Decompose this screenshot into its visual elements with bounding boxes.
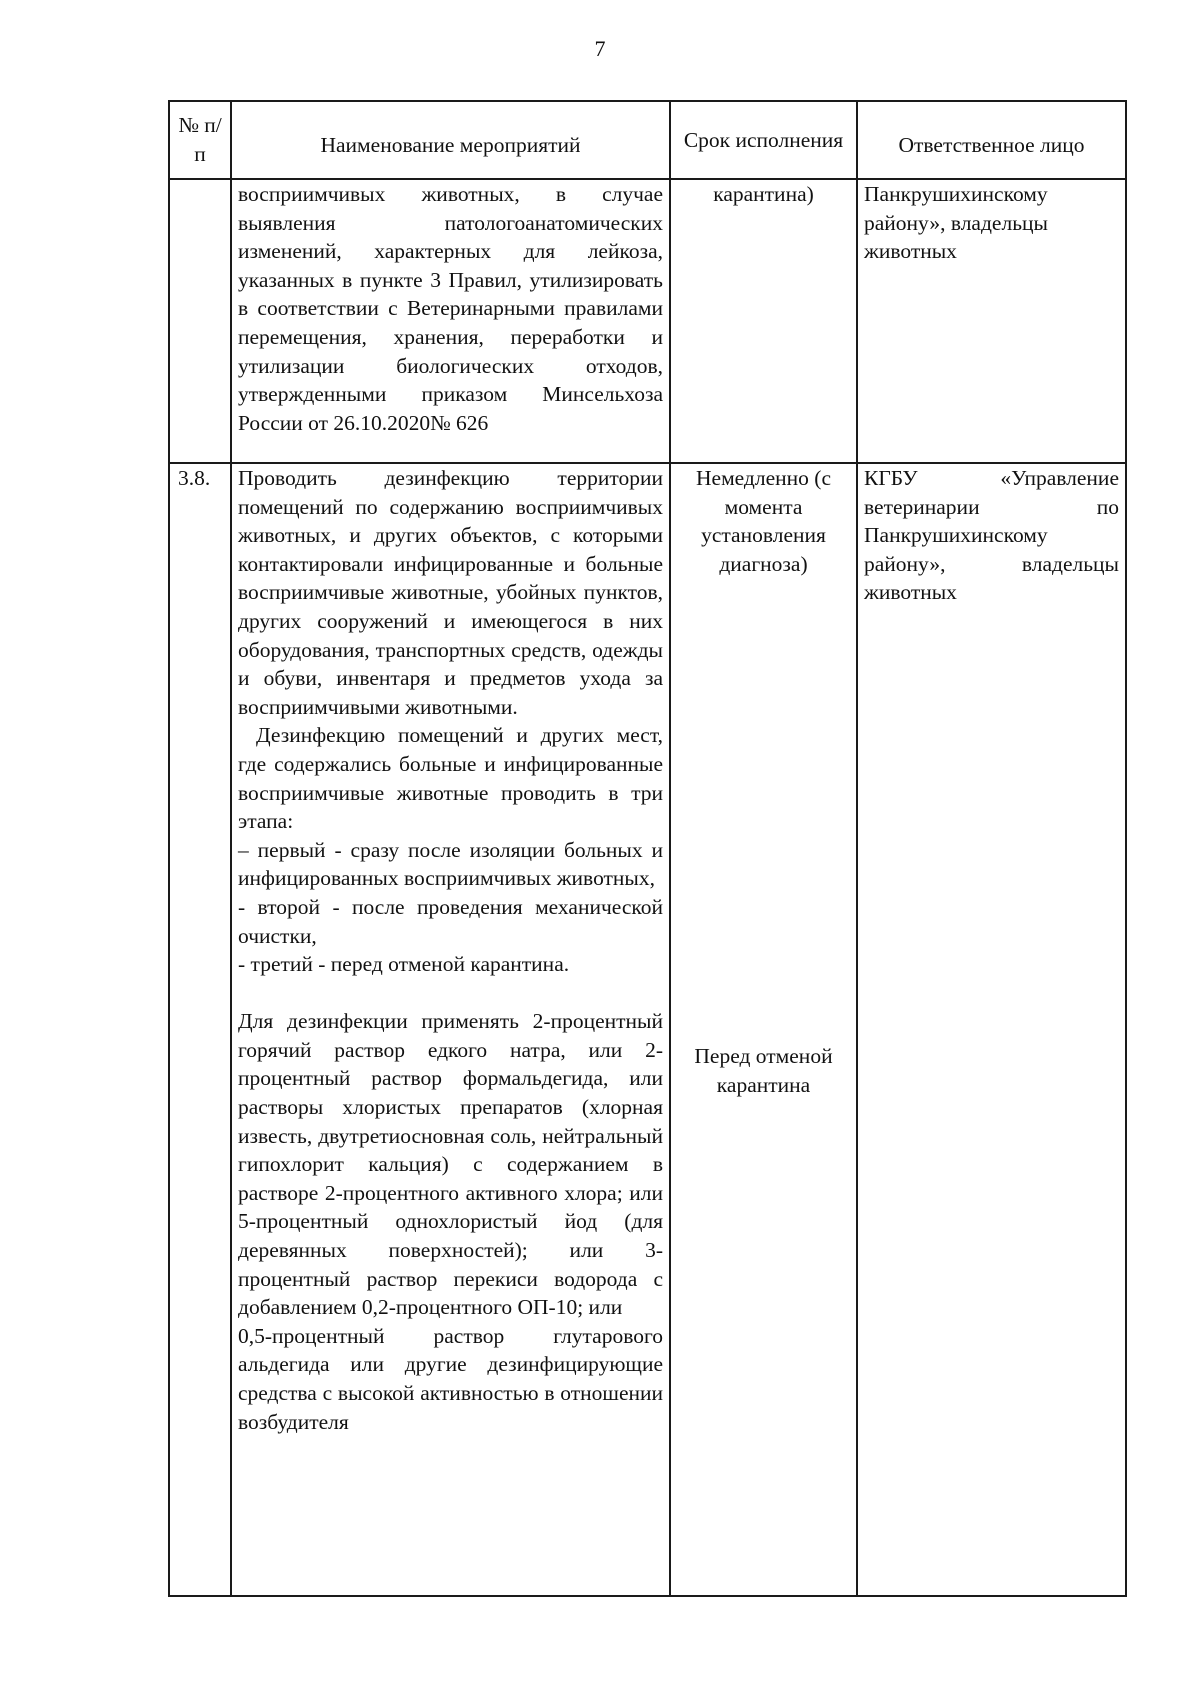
measure-paragraph: Дезинфекцию помещений и других мест, где содержались больные и инфицированные восприимчивые животные проводить в три этапа: — [238, 723, 663, 834]
measure-text: восприимчивых животных, в случае выявления патологоанатомических изменений, характерных для лейкоза, указанных в пункте 3 Правил, утилизировать в соответствии с Ветеринарными правилами перемещения, хранения, переработки и утилизации биологических отходов, утвержденными приказом Минсельхоза России от 26.10.2020№ 626 — [231, 179, 670, 463]
term-text: Перед отменой карантина — [694, 1044, 833, 1097]
header-responsible: Ответственное лицо — [857, 101, 1126, 179]
row-number: 3.8. — [169, 463, 231, 1596]
term-text: карантина) — [670, 179, 857, 463]
measure-paragraph: Проводить дезинфекцию территории помещений по содержанию восприимчивых животных, и других объектов, с которыми контактировали инфицированные и больные восприимчивые животные, убойных пунктов, других сооружений и имеющегося в них оборудования, транспортных средств, одежды и обуви, инвентаря и предметов ухода за восприимчивыми животными. — [238, 466, 663, 719]
header-name: Наименование мероприятий — [231, 101, 670, 179]
responsible-text: КГБУ «Управление ветеринарии по Панкрушихинскому району», владельцы животных — [857, 463, 1126, 1596]
measure-paragraph: 0,5-процентный раствор глутарового альдегида или другие дезинфицирующие средства с высокой активностью в отношении возбудителя — [238, 1323, 663, 1434]
measure-list-item: – первый - сразу после изоляции больных и инфицированных восприимчивых животных, — [238, 837, 663, 891]
term-text: Немедленно (с момента установления диагноза) — [696, 466, 831, 576]
measure-cell — [231, 463, 670, 1596]
measure-list-item: - третий - перед отменой карантина. — [238, 952, 570, 977]
measure-paragraph: Для дезинфекции применять 2-процентный горячий раствор едкого натра, или 2-процентный раствор формальдегида, или растворы хлористых препаратов (хлорная известь, двутретиосновная соль, нейтральный гипохлорит кальция) с содержанием в растворе 2-процентного активного хлора; или 5-процентный однохлористый йод (для деревянных поверхностей); или 3-процентный раствор перекиси водорода с добавлением 0,2-процентного ОП-10; или — [238, 1009, 663, 1320]
page-number: 7 — [594, 36, 606, 61]
measure-list-item: - второй - после проведения механической очистки, — [238, 894, 663, 948]
header-term: Срок исполнения — [670, 101, 857, 179]
table-row — [169, 463, 1126, 1596]
header-num: № п/п — [169, 101, 231, 179]
responsible-text: Панкрушихинскому району», владельцы животных — [857, 179, 1126, 463]
row-number — [169, 179, 231, 463]
measures-table — [168, 100, 1127, 1597]
term-spacer — [677, 578, 850, 1042]
term-cell — [670, 463, 857, 1596]
table-row — [169, 179, 1126, 463]
paragraph-spacer — [238, 979, 663, 1008]
table-header-row — [169, 101, 1126, 179]
